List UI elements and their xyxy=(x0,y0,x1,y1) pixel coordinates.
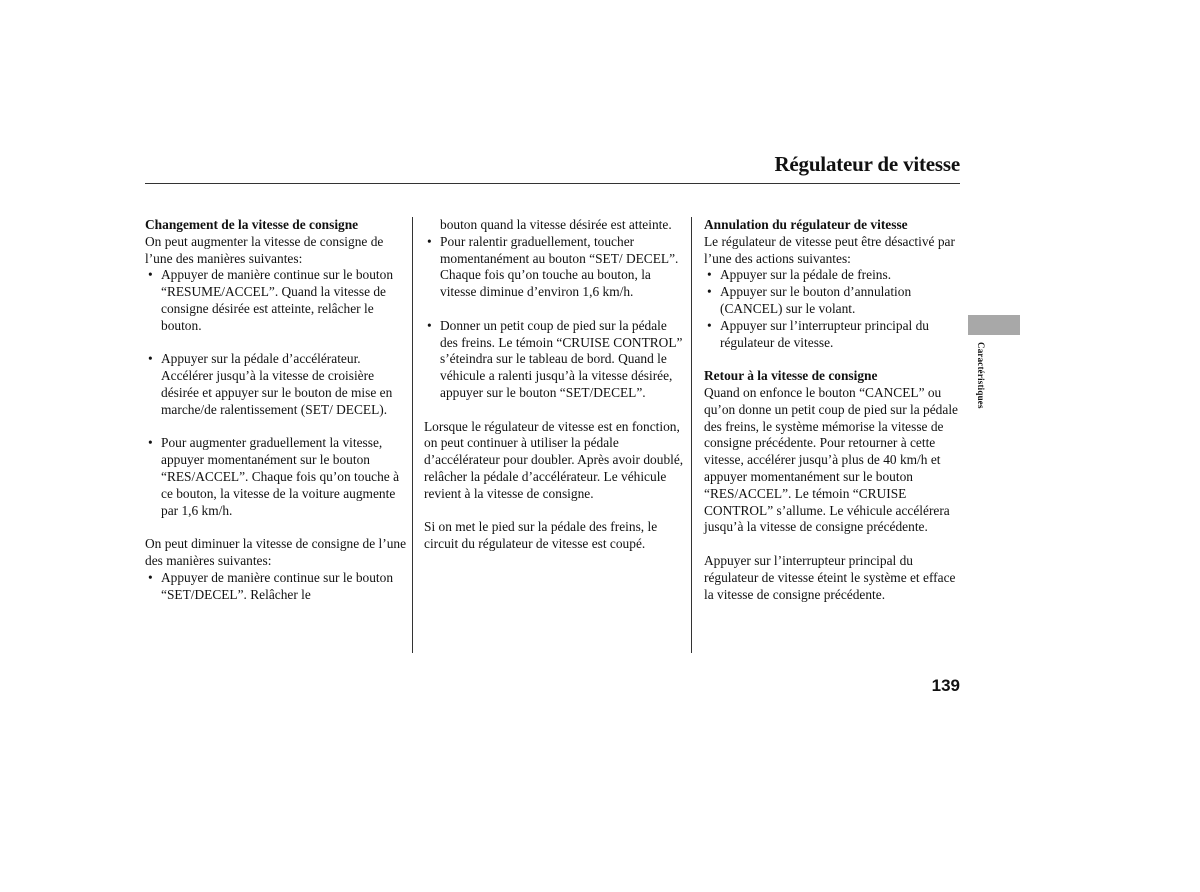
list-item: • Appuyer sur la pédale de freins. xyxy=(704,267,960,284)
list-item: • Appuyer sur la pédale d’accélérateur. Accélérer jusqu’à la vitesse de croisière désirée et appuyer sur le bouton de mise en marche/de ralentissement (SET/ DECEL). xyxy=(145,351,407,418)
decrease-methods-list xyxy=(145,570,407,604)
increase-methods-list xyxy=(145,267,407,519)
cancel-intro: Le régulateur de vitesse peut être désactivé par l’une des actions suivantes: xyxy=(704,233,955,266)
brake-paragraph: Si on met le pied sur la pédale des freins, le circuit du régulateur de vitesse est coupé. xyxy=(424,519,658,552)
increase-intro: On peut augmenter la vitesse de consigne de l’une des manières suivantes: xyxy=(145,233,384,266)
decrease-intro: On peut diminuer la vitesse de consigne de l’une des manières suivantes: xyxy=(145,536,407,568)
section-heading-change-speed: Changement de la vitesse de consigne xyxy=(145,217,359,232)
decrease-methods-list-continued xyxy=(424,234,686,402)
list-item: • Appuyer sur le bouton d’annulation (CANCEL) sur le volant. xyxy=(704,284,960,318)
column-divider xyxy=(412,217,413,653)
section-heading-cancel: Annulation du régulateur de vitesse xyxy=(704,217,908,232)
section-tab-label: Caractéristiques xyxy=(976,342,986,409)
section-tab-marker xyxy=(968,315,1020,335)
column-2 xyxy=(424,217,686,553)
resume-paragraph: Quand on enfonce le bouton “CANCEL” ou qu’on donne un petit coup de pied sur la pédale des freins, le système mémorise la vitesse de consigne précédente. Pour retourner à cette vitesse, accélérer jusqu’à plus de 40 km/h et appuyer momentanément sur le bouton “RES/ACCEL”. Le témoin “CRUISE CONTROL” s’allume. Le véhicule accélérera jusqu’à la vitesse de consigne précédente. xyxy=(704,384,958,535)
page-number: 139 xyxy=(931,676,960,695)
overtake-paragraph: Lorsque le régulateur de vitesse est en fonction, on peut continuer à utiliser la pédale d’accélérateur pour doubler. Après avoir doublé, relâcher la pédale d’accélérateur. Le véhicule revient à la vitesse de consigne. xyxy=(424,418,684,501)
main-switch-paragraph: Appuyer sur l’interrupteur principal du régulateur de vitesse éteint le système et efface la vitesse de consigne précédente. xyxy=(704,552,956,602)
cancel-methods-list xyxy=(704,267,960,351)
list-item: • Pour ralentir graduellement, toucher momentanément au bouton “SET/ DECEL”. Chaque fois qu’on touche au bouton, la vitesse diminue d’environ 1,6 km/h. xyxy=(424,234,686,301)
page-title: Régulateur de vitesse xyxy=(774,152,960,176)
header-rule xyxy=(145,183,960,184)
column-3 xyxy=(704,217,960,603)
column-1 xyxy=(145,217,407,603)
column-divider xyxy=(691,217,692,653)
list-item: • Donner un petit coup de pied sur la pédale des freins. Le témoin “CRUISE CONTROL” s’éteindra sur le tableau de bord. Quand le véhicule a ralenti jusqu’à la vitesse désirée, appuyer sur le bouton “SET/DECEL”. xyxy=(424,318,686,402)
list-item: • Appuyer sur l’interrupteur principal du régulateur de vitesse. xyxy=(704,318,960,352)
list-item: • Appuyer de manière continue sur le bouton “SET/DECEL”. Relâcher le xyxy=(145,570,407,604)
bullet-continuation: bouton quand la vitesse désirée est atteinte. xyxy=(440,217,672,232)
list-item: • Appuyer de manière continue sur le bouton “RESUME/ACCEL”. Quand la vitesse de consigne désirée est atteinte, relâcher le bouton. xyxy=(145,267,407,334)
section-heading-resume: Retour à la vitesse de consigne xyxy=(704,368,878,384)
list-item: • Pour augmenter graduellement la vitesse, appuyer momentanément sur le bouton “RES/ACCEL”. Chaque fois qu’on touche à ce bouton, la vitesse de la voiture augmente par 1,6 km/h. xyxy=(145,435,407,519)
